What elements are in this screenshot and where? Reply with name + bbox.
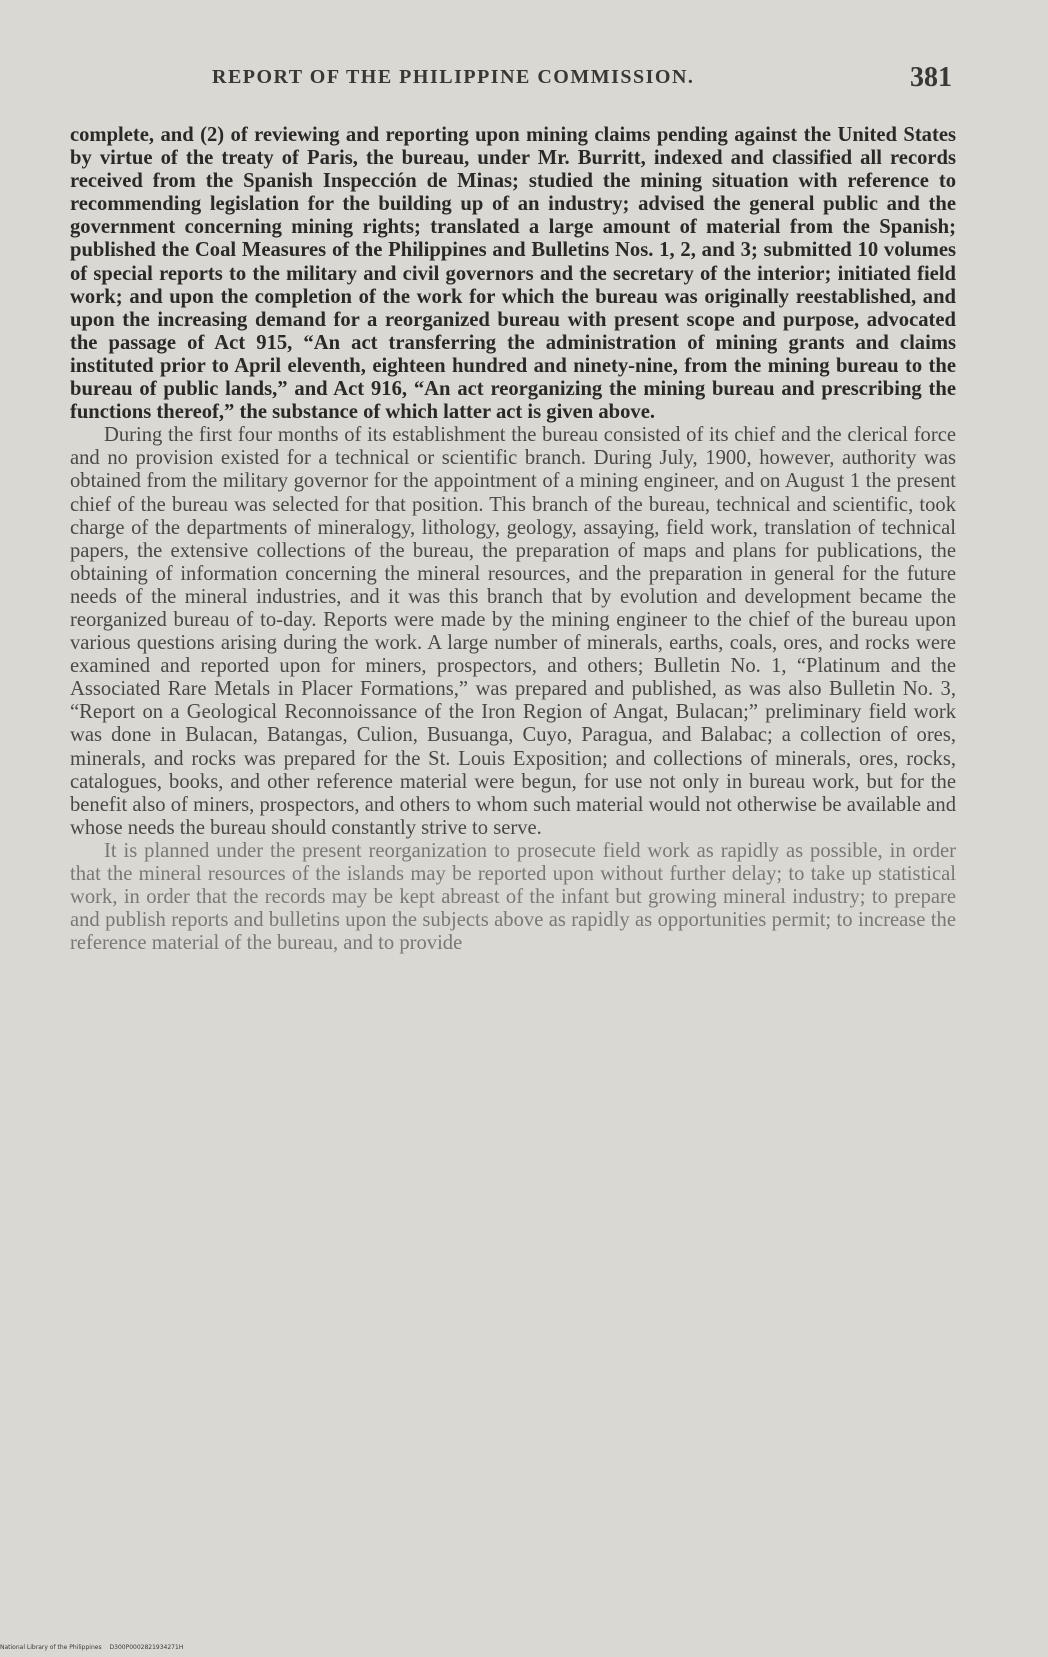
scan-footer [0,1644,183,1651]
library-credit: National Library of the Philippines [0,1644,102,1651]
body-text [70,124,956,955]
page-number: 381 [910,62,952,93]
page-header [212,62,952,106]
paragraph: During the first four months of its establishment the bureau consisted of its chief and the clerical force and no provision existed for a technical or scientific branch. During July, 1900, however, authority was obtained from the military governor for the appointment of a mining engineer, and on August 1 the present chief of the bureau was selected for that position. This branch of the bureau, technical and scientific, took charge of the departments of mineralogy, lithology, geology, assaying, field work, translation of technical papers, the extensive collections of the bureau, the preparation of maps and plans for publications, the obtaining of information concerning the mineral resources, and the preparation in general for the future needs of the mineral industries, and it was this branch that by evolution and development became the reorganized bureau of to-day. Reports were made by the mining engineer to the chief of the bureau upon various questions arising during the work. A large number of minerals, earths, coals, ores, and rocks were examined and reported upon for miners, prospectors, and others; Bulletin No. 1, “Platinum and the Associated Rare Metals in Placer Formations,” was prepared and published, as was also Bulletin No. 3, “Report on a Geological Reconnoissance of the Iron Region of Angat, Bulacan;” preliminary field work was done in Bulacan, Batangas, Culion, Busuanga, Cuyo, Paragua, and Balabac; a collection of ores, minerals, and rocks was prepared for the St. Louis Exposition; and collections of minerals, ores, rocks, catalogues, books, and other reference material were begun, for use not only in bureau work, but for the benefit also of miners, prospectors, and others to whom such material would not otherwise be available and whose needs the bureau should constantly strive to serve. [70,424,956,839]
scan-identifier: D300P0002821934271H [109,1644,184,1651]
running-title: REPORT OF THE PHILIPPINE COMMISSION. [212,66,695,88]
paragraph: It is planned under the present reorganization to prosecute field work as rapidly as possible, in order that the mineral resources of the islands may be reported upon without further delay; to take up statistical work, in order that the records may be kept abreast of the infant but growing mineral industry; to prepare and publish reports and bulletins upon the subjects above as rapidly as opportunities permit; to increase the reference material of the bureau, and to provide [70,839,956,955]
paragraph: complete, and (2) of reviewing and reporting upon mining claims pending against the United States by virtue of the treaty of Paris, the bureau, under Mr. Burritt, indexed and classified all records received from the Spanish Inspección de Minas; studied the mining situation with reference to recommending legislation for the building up of an industry; advised the general public and the government concerning mining rights; translated a large amount of material from the Spanish; published the Coal Measures of the Philippines and Bulletins Nos. 1, 2, and 3; submitted 10 volumes of special reports to the military and civil governors and the secretary of the interior; initiated field work; and upon the completion of the work for which the bureau was originally reestablished, and upon the increasing demand for a reorganized bureau with present scope and purpose, advocated the passage of Act 915, “An act transferring the administration of mining grants and claims instituted prior to April eleventh, eighteen hundred and ninety-nine, from the mining bureau to the bureau of public lands,” and Act 916, “An act reorganizing the mining bureau and prescribing the functions thereof,” the substance of which latter act is given above. [70,124,956,424]
